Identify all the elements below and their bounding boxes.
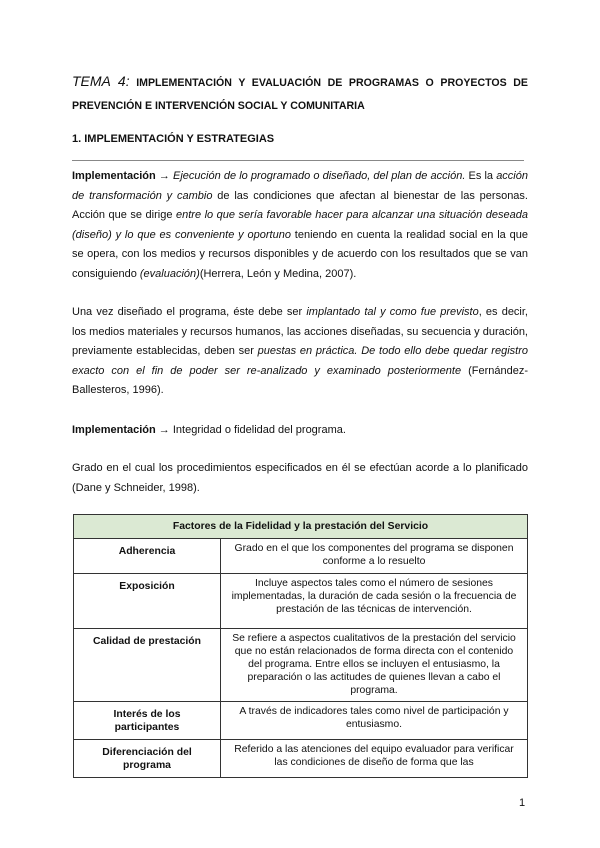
factor-description: Incluye aspectos tales como el número de sesiones implementadas, la duración de cada sesión o la frecuencia de prestación de las técnicas de intervención. [221, 574, 528, 629]
document-title [72, 70, 528, 118]
factor-description: Se refiere a aspectos cualitativos de la prestación del servicio que no están relacionados de forma directa con el contenido del programa. Entre ellos se incluyen el entusiasmo, la preparación o las actitudes de quienes llevan a cabo el programa. [221, 629, 528, 702]
table-row [74, 539, 528, 574]
text-segment: entre lo que sería favorable hacer para alcanzar una situación deseada (diseño) y lo que es conveniente y oportuno [72, 209, 528, 241]
factor-name: Calidad de prestación [74, 629, 221, 702]
tema-label: TEMA 4: [72, 73, 130, 89]
section-heading: 1. IMPLEMENTACIÓN Y ESTRATEGIAS [72, 133, 275, 145]
table-header: Factores de la Fidelidad y la prestación del Servicio [74, 515, 528, 539]
text-segment: acción de transformación y cambio [72, 170, 528, 202]
factor-name: Diferenciación del programa [74, 740, 221, 778]
factor-description: A través de indicadores tales como nivel de participación y entusiasmo. [221, 702, 528, 740]
text-segment: Ejecución de lo programado o diseñado, del plan de acción. [173, 170, 466, 182]
text-segment: teniendo en cuenta la realidad social en la que se opera, con los medios y recursos disponibles y de acuerdo con los resultados que se van consiguiendo [72, 228, 529, 280]
text-segment: → Integridad o fidelidad del programa. [155, 424, 346, 436]
factor-name: Interés de los participantes [74, 702, 221, 740]
title-text: IMPLEMENTACIÓN Y EVALUACIÓN DE PROGRAMAS O PROYECTOS DE PREVENCIÓN E INTERVENCIÓN SOCIAL Y COMUNITARIA [72, 77, 529, 112]
divider [72, 160, 524, 161]
paragraph [72, 303, 528, 401]
text-segment: (evaluación) [139, 267, 200, 280]
table-row [74, 740, 528, 778]
factor-name: Adherencia [74, 539, 221, 574]
text-segment: puestas en práctica. De todo ello debe quedar registro exacto con el fin de poder ser re-analizado y examinado posteriormente [72, 345, 528, 377]
text-segment: Implementación [72, 424, 156, 436]
text-segment: (Fernández-Ballesteros, 1996). [72, 364, 528, 397]
factor-description: Grado en el que los componentes del programa se disponen conforme a lo resuelto [221, 539, 528, 574]
text-segment: Grado en el cual los procedimientos especificados en él se efectúan acorde a lo planificado (Dane y Schneider, 1998). [72, 462, 528, 494]
text-segment: , es decir, los medios materiales y recursos humanos, las acciones diseñadas, su secuencia y duración, previamente establecidas, deben ser [72, 306, 528, 358]
text-segment: Es la [465, 170, 497, 182]
fidelity-factors-table [73, 514, 528, 778]
paragraph [72, 421, 528, 441]
paragraph [72, 459, 528, 498]
factor-description: Referido a las atenciones del equipo evaluador para verificar las condiciones de diseño de forma que las [221, 740, 528, 778]
text-segment: Implementación [72, 170, 156, 182]
page-number: 1 [519, 797, 526, 809]
table-row [74, 574, 528, 629]
text-segment: Una vez diseñado el programa, éste debe ser [72, 306, 307, 318]
text-segment: (Herrera, León y Medina, 2007). [199, 267, 357, 280]
table-row [74, 702, 528, 740]
text-segment: implantado tal y como fue previsto [306, 306, 479, 318]
table-row [74, 629, 528, 702]
factor-name: Exposición [74, 574, 221, 629]
text-segment: → [155, 170, 174, 182]
paragraph [72, 167, 528, 285]
text-segment: de las condiciones que afectan al bienestar de las personas. Acción que se dirige [72, 189, 528, 222]
